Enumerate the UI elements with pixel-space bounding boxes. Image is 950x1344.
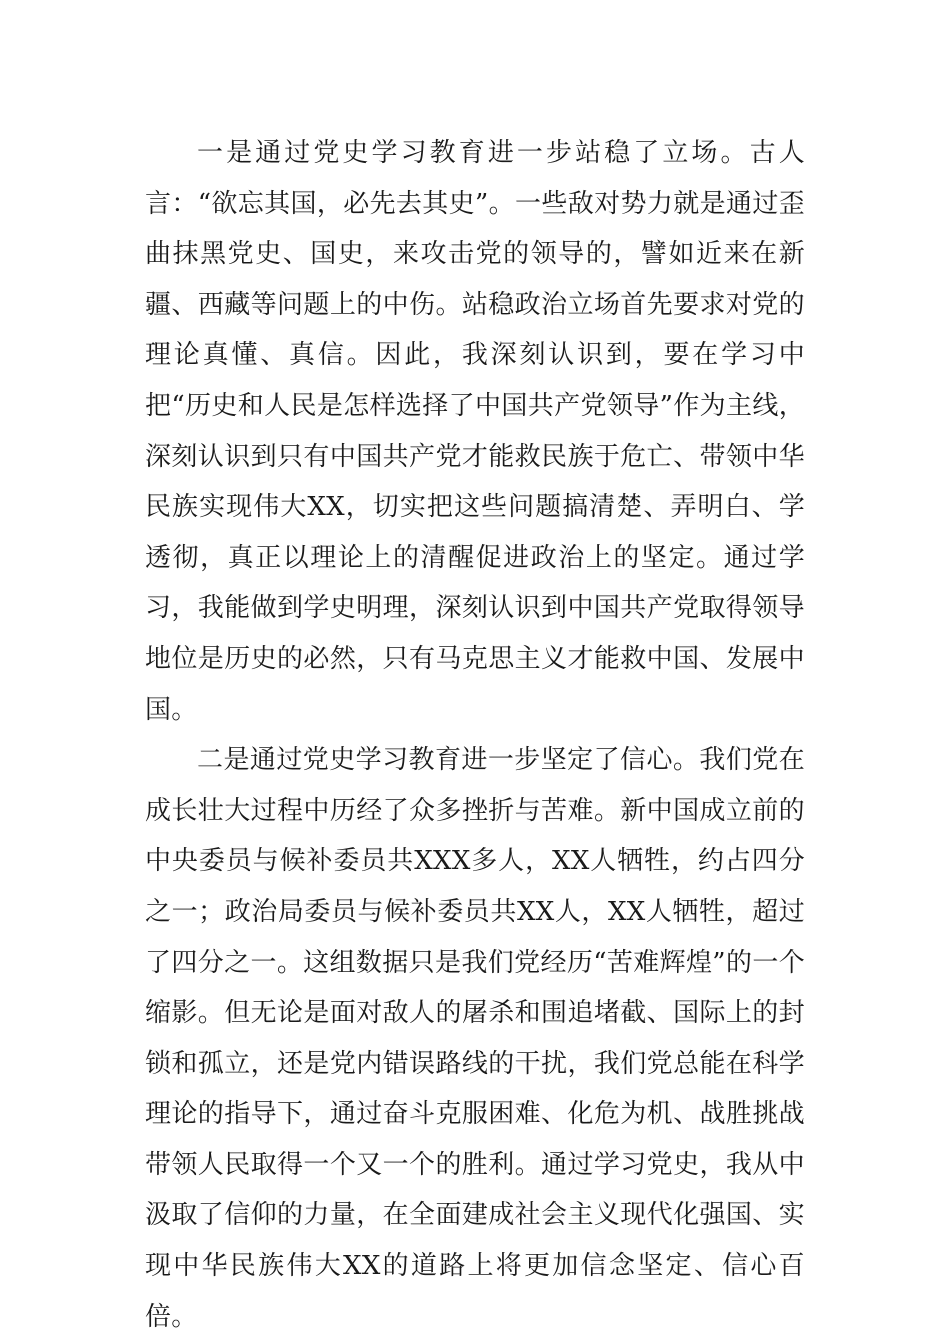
paragraph-standpoint: 一是通过党史学习教育进一步站稳了立场。古人言：“欲忘其国，必先去其史”。一些敌对势力就是通过歪曲抹黑党史、国史，来攻击党的领导的，譬如近来在新疆、西藏等问题上的中伤。站稳政治立场首先要求对党的理论真懂、真信。因此，我深刻认识到，要在学习中把“历史和人民是怎样选择了中国共产党领导”作为主线，深刻认识到只有中国共产党才能救民族于危亡、带领中华民族实现伟大XX，切实把这些问题搞清楚、弄明白、学透彻，真正以理论上的清醒促进政治上的坚定。通过学习，我能做到学史明理，深刻认识到中国共产党取得领导地位是历史的必然，只有马克思主义才能救中国、发展中国。	[145, 138, 805, 725]
document-body	[145, 128, 805, 1342]
paragraph-confidence: 二是通过党史学习教育进一步坚定了信心。我们党在成长壮大过程中历经了众多挫折与苦难。新中国成立前的中央委员与候补委员共XXX多人，XX人牺牲，约占四分之一；政治局委员与候补委员共XX人，XX人牺牲，超过了四分之一。这组数据只是我们党经历“苦难辉煌”的一个缩影。但无论是面对敌人的屠杀和围追堵截、国际上的封锁和孤立，还是党内错误路线的干扰，我们党总能在科学理论的指导下，通过奋斗克服困难、化危为机、战胜挑战带领人民取得一个又一个的胜利。通过学习党史，我从中汲取了信仰的力量，在全面建成社会主义现代化强国、实现中华民族伟大XX的道路上将更加信念坚定、信心百倍。	[145, 745, 805, 1332]
